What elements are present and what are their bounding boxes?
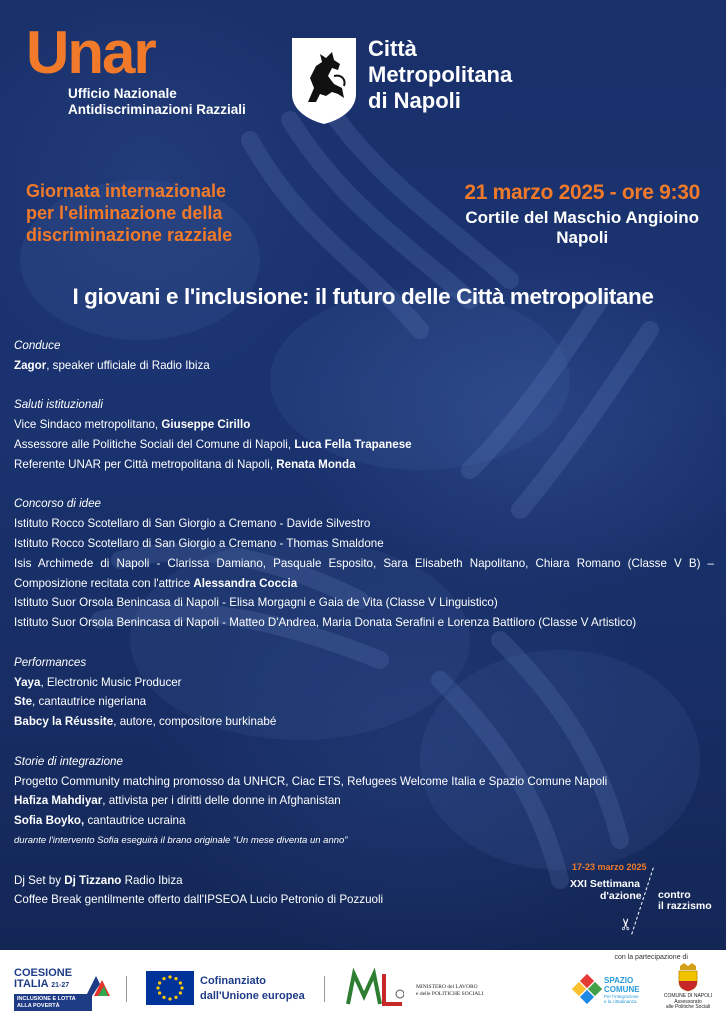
comune-line: COMUNE DI NAPOLI [663, 993, 713, 999]
section-performances [14, 653, 714, 732]
week-title [570, 878, 642, 902]
coesione-italia: ITALIA [14, 978, 49, 990]
unar-wordmark: Unar [26, 19, 155, 86]
speaker-role: , speaker ufficiale di Radio Ibiza [46, 358, 210, 372]
spazio-line: SPAZIO [604, 976, 634, 985]
speaker-role: , attivista per i diritti delle donne in Afghanistan [102, 794, 341, 808]
section-storie [14, 752, 714, 851]
partner-label: con la partecipazione di [614, 954, 688, 961]
week-subtitle [658, 890, 712, 912]
event-date-place [464, 180, 700, 248]
logo-text-line: Città [368, 36, 417, 61]
week-against-racism-badge [566, 862, 716, 942]
program-line: Istituto Rocco Scotellaro di San Giorgio a Cremano - Thomas Smaldone [14, 536, 384, 550]
spazio-sub-line: e la cittadinanza [604, 999, 637, 1004]
eu-text-line: Cofinanziato [200, 975, 266, 987]
footer-separator [126, 976, 127, 1002]
speaker-name: Sofia Boyko, [14, 814, 85, 828]
event-place-line: Cortile del Maschio Angioino [465, 208, 699, 227]
spazio-comune-mark-icon [572, 974, 602, 1004]
speaker-role: Dj Set by [14, 873, 65, 887]
program-line: Istituto Suor Orsola Benincasa di Napoli - Matteo D'Andrea, Maria Donata Serafini e Lorenza Battiloro (Classe V Artistico) [14, 616, 637, 630]
unar-logo [26, 19, 246, 118]
speaker-role: Referente UNAR per Città metropolitana di Napoli, [14, 457, 277, 471]
section-title: Saluti istituzionali [14, 398, 103, 412]
speaker-role: Radio Ibiza [121, 873, 183, 887]
speaker-role: Assessore alle Politiche Sociali del Comune di Napoli, [14, 437, 295, 451]
giornata-line: Giornata internazionale [26, 181, 227, 201]
week-title-line: d'azione [600, 890, 642, 902]
coesione-italia-logo [14, 968, 114, 1011]
program-line [14, 692, 714, 712]
program-line: Isis Archimede di Napoli - Clarissa Damiano, Pasquale Esposito, Sara Elisabeth Napolitano, Chiara Romano (Classe V B) – [14, 556, 714, 570]
speaker-role: cantautrice ucraina [84, 814, 186, 828]
spazio-sub-line: Per l'integrazione [604, 994, 639, 999]
week-subtitle-line: il razzismo [658, 900, 712, 912]
speaker-name: Renata Monda [276, 457, 356, 471]
speaker-name: Babcy la Réussite [14, 715, 114, 729]
speaker-name: Yaya [14, 675, 41, 689]
section-title: Performances [14, 655, 87, 669]
ministero-text [416, 984, 483, 997]
spazio-comune-text [604, 976, 640, 1004]
unar-subtitle [68, 86, 246, 118]
speaker-role: Composizione recitata con l'attrice [14, 576, 194, 590]
footer-separator [324, 976, 325, 1002]
comune-line: Assessorato [674, 998, 702, 1005]
speaker-name: Hafiza Mahdiyar [14, 794, 103, 808]
logo-text-line: di Napoli [368, 88, 461, 113]
event-date: 21 marzo 2025 - ore 9:30 [464, 181, 700, 204]
week-dates: 17-23 marzo 2025 [572, 862, 647, 872]
scissors-icon: ✂ [618, 917, 636, 931]
coesione-subtitle [14, 994, 92, 1011]
section-conduce [14, 336, 714, 376]
speaker-role: , cantautrice nigeriana [32, 695, 147, 709]
program-line [14, 356, 714, 376]
section-title: Storie di integrazione [14, 754, 123, 768]
program-note: durante l'intervento Sofia eseguirà il brano originale “Un mese diventa un anno” [14, 834, 348, 846]
citta-metropolitana-name [368, 36, 512, 126]
speaker-role: Vice Sindaco metropolitano, [14, 418, 162, 432]
program-line: Istituto Suor Orsola Benincasa di Napoli - Elisa Morgagni e Gaia de Vita (Classe V Linguistico) [14, 596, 498, 610]
coesione-mark-icon [82, 970, 112, 1000]
comune-napoli-crest-icon [676, 962, 700, 992]
section-title: Concorso di idee [14, 497, 102, 511]
speaker-name: Ste [14, 695, 33, 709]
program-line [14, 435, 714, 455]
speaker-role: , Electronic Music Producer [40, 675, 182, 689]
unar-subtitle-line: Antidiscriminazioni Razziali [68, 102, 246, 117]
speaker-name: Luca Fella Trapanese [294, 437, 412, 451]
program-line [14, 712, 714, 732]
ministero-line: MINISTERO del LAVORO [416, 984, 478, 990]
horse-shield-icon [290, 36, 358, 126]
coesione-sub-line: ALLA POVERTÀ [17, 1002, 60, 1009]
eu-cofinanziato-text [200, 974, 305, 1004]
unar-subtitle-line: Ufficio Nazionale [68, 86, 177, 101]
giornata-line: discriminazione razziale [26, 225, 233, 245]
comune-line: alle Politiche Sociali [665, 1004, 711, 1010]
section-title: Conduce [14, 339, 61, 352]
program-line [14, 574, 714, 594]
speaker-name: Dj Tizzano [64, 873, 122, 887]
program-line: Coffee Break gentilmente offerto dall'IPSEOA Lucio Petronio di Pozzuoli [14, 893, 384, 907]
coesione-years: 21-27 [51, 982, 70, 989]
speaker-name: Zagor [14, 358, 47, 372]
logo-text-line: Metropolitana [368, 62, 513, 87]
program-line [14, 415, 714, 435]
event-place-line: Napoli [556, 228, 609, 247]
program [14, 336, 714, 930]
citta-metropolitana-logo [290, 36, 512, 126]
footer-logos [0, 950, 726, 1024]
section-saluti [14, 395, 714, 474]
program-line [14, 811, 714, 831]
speaker-name: Alessandra Coccia [193, 576, 298, 590]
program-line [14, 455, 714, 475]
ministero-lavoro-logo-icon [344, 968, 404, 1008]
spazio-line: COMUNE [604, 985, 640, 994]
eu-flag-icon [146, 971, 194, 1005]
speaker-role: , autore, compositore burkinabé [113, 715, 277, 729]
speaker-name: Giuseppe Cirillo [161, 418, 251, 432]
section-concorso [14, 494, 714, 633]
program-line [14, 791, 714, 811]
program-line: Progetto Community matching promosso da UNHCR, Ciac ETS, Refugees Welcome Italia e Spazio Comune Napoli [14, 774, 608, 788]
program-line [14, 673, 714, 693]
week-title-line: XXI Settimana [570, 878, 641, 890]
coesione-sub-line: INCLUSIONE E LOTTA [17, 996, 76, 1002]
ministero-line: e delle POLITICHE SOCIALI [416, 990, 484, 997]
event-title: I giovani e l'inclusione: il futuro delle Città metropolitane [72, 284, 654, 309]
coesione-title-line: COESIONE [14, 967, 73, 979]
comune-napoli-text [662, 994, 714, 1011]
week-subtitle-line: contro [658, 889, 691, 901]
event-place [464, 208, 700, 248]
eu-text-line: dall'Unione europea [200, 990, 305, 1002]
giornata-line: per l'eliminazione della [26, 203, 223, 223]
program-line: Istituto Rocco Scotellaro di San Giorgio a Cremano - Davide Silvestro [14, 517, 371, 531]
giornata-heading [26, 180, 232, 246]
